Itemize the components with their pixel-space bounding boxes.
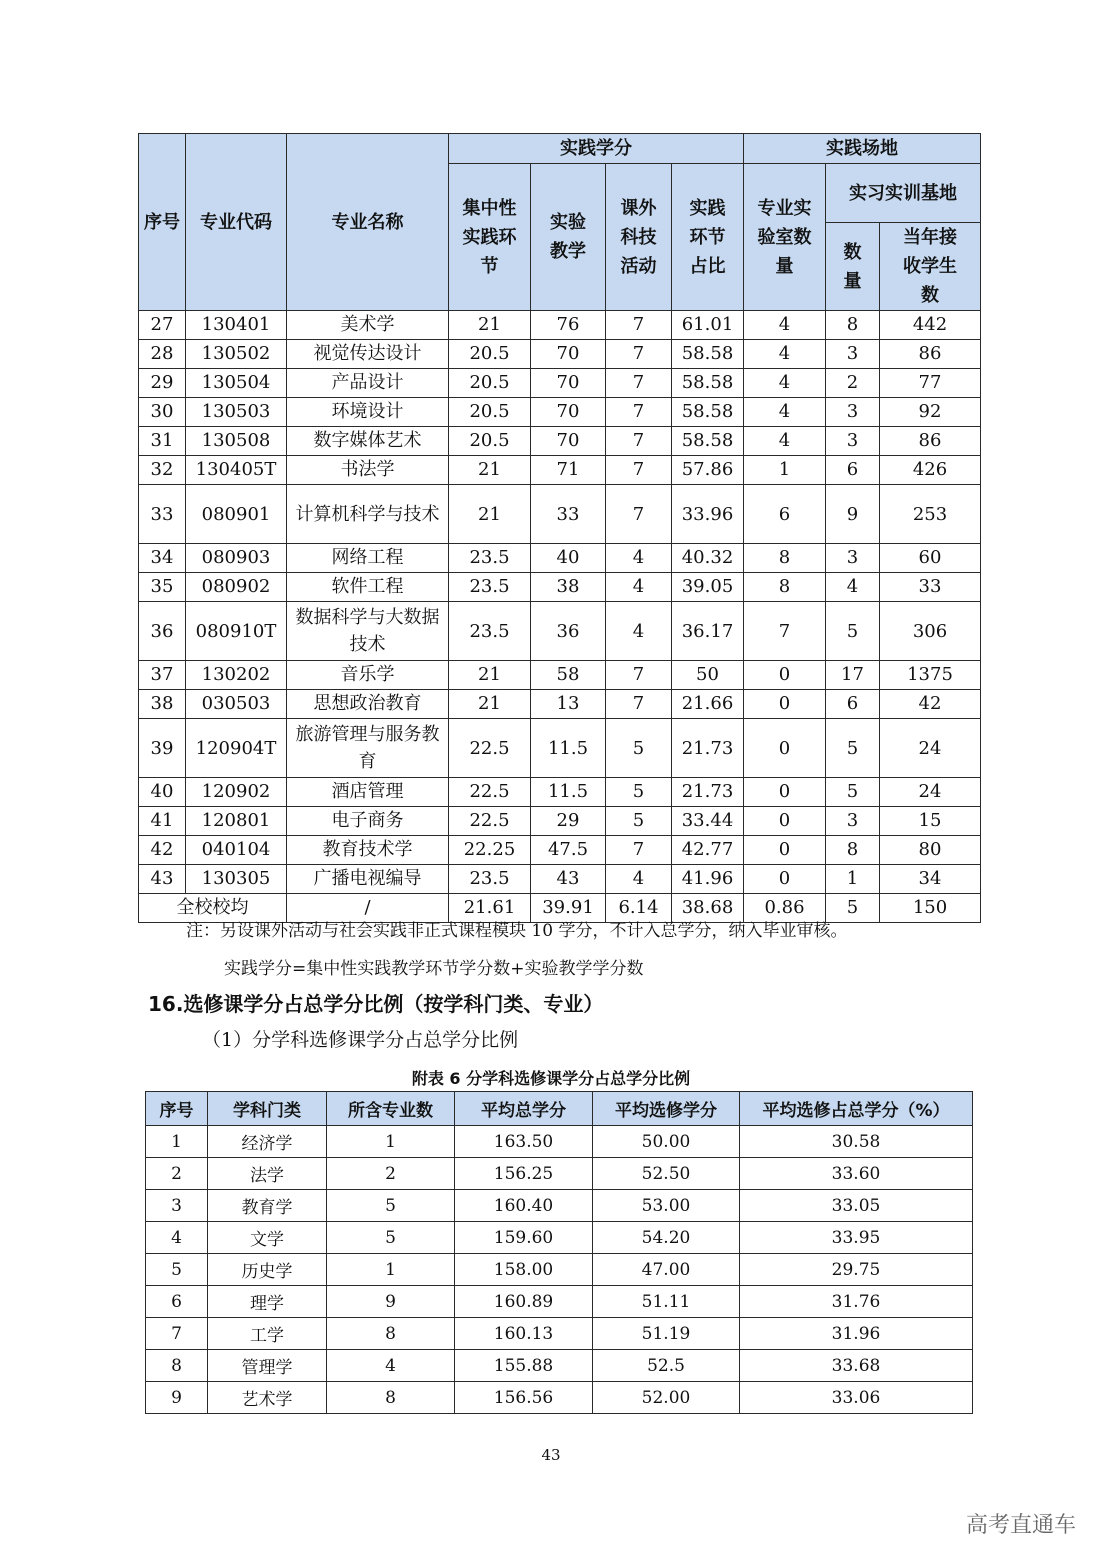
header-code: 专业代码 — [186, 134, 287, 311]
cell-extracurricular: 7 — [606, 427, 672, 456]
cell-base-students: 24 — [880, 719, 981, 778]
cell-base-students: 86 — [880, 427, 981, 456]
table-row — [139, 369, 981, 398]
cell-concentrated: 20.5 — [449, 340, 531, 369]
cell-base-count: 6 — [826, 456, 880, 485]
cell-base-count: 3 — [826, 427, 880, 456]
table-row — [139, 573, 981, 602]
cell-ratio: 58.58 — [672, 427, 744, 456]
cell-labs: 0 — [744, 661, 826, 690]
cell-ratio: 40.32 — [672, 544, 744, 573]
cell-extracurricular: 7 — [606, 456, 672, 485]
cell-col-3: 160.13 — [455, 1318, 593, 1350]
cell-seq: 33 — [139, 485, 186, 544]
cell-name: 产品设计 — [287, 369, 449, 398]
cell-name: 美术学 — [287, 311, 449, 340]
cell-ratio: 36.17 — [672, 602, 744, 661]
cell-col-3: 156.56 — [455, 1382, 593, 1414]
cell-labs: 0 — [744, 719, 826, 778]
cell-extracurricular: 4 — [606, 573, 672, 602]
cell-base-count: 17 — [826, 661, 880, 690]
cell-seq: 27 — [139, 311, 186, 340]
cell-col-2: 2 — [327, 1158, 455, 1190]
cell-base-students: 34 — [880, 865, 981, 894]
cell-seq: 43 — [139, 865, 186, 894]
cell-extracurricular: 5 — [606, 719, 672, 778]
cell-base-count: 6 — [826, 690, 880, 719]
cell-col-1: 经济学 — [208, 1126, 327, 1158]
cell-ratio: 33.44 — [672, 807, 744, 836]
cell-ratio: 61.01 — [672, 311, 744, 340]
cell-concentrated: 21 — [449, 311, 531, 340]
cell-col-1: 艺术学 — [208, 1382, 327, 1414]
table-row — [139, 485, 981, 544]
cell-base-count: 8 — [826, 311, 880, 340]
cell-col-3: 156.25 — [455, 1158, 593, 1190]
cell-seq: 28 — [139, 340, 186, 369]
table-row — [139, 456, 981, 485]
cell-extracurricular: 7 — [606, 690, 672, 719]
cell-concentrated: 22.5 — [449, 778, 531, 807]
cell-concentrated: 22.5 — [449, 807, 531, 836]
table-row — [146, 1126, 973, 1158]
cell-extracurricular: 5 — [606, 807, 672, 836]
cell-col-1: 工学 — [208, 1318, 327, 1350]
cell-name: 网络工程 — [287, 544, 449, 573]
cell-seq: 41 — [139, 807, 186, 836]
header-col-5: 平均选修占总学分（%） — [740, 1092, 973, 1126]
cell-seq: 32 — [139, 456, 186, 485]
section-heading: 16.选修课学分占总学分比例（按学科门类、专业） — [148, 992, 604, 1016]
table-row — [139, 340, 981, 369]
cell-col-4: 51.19 — [593, 1318, 740, 1350]
cell-labs: 7 — [744, 602, 826, 661]
cell-extracurricular: 7 — [606, 340, 672, 369]
cell-extracurricular: 4 — [606, 602, 672, 661]
table-row — [139, 836, 981, 865]
header-col-0: 序号 — [146, 1092, 208, 1126]
cell-name: 电子商务 — [287, 807, 449, 836]
page-number: 43 — [541, 1446, 561, 1464]
cell-col-3: 159.60 — [455, 1222, 593, 1254]
table-row — [146, 1318, 973, 1350]
cell-base-count: 8 — [826, 836, 880, 865]
cell-total-name: / — [287, 894, 449, 923]
cell-base-count: 3 — [826, 544, 880, 573]
cell-col-2: 5 — [327, 1222, 455, 1254]
cell-col-5: 33.60 — [740, 1158, 973, 1190]
cell-col-4: 51.11 — [593, 1286, 740, 1318]
cell-concentrated: 23.5 — [449, 573, 531, 602]
cell-concentrated: 22.25 — [449, 836, 531, 865]
cell-name: 数据科学与大数据技术 — [287, 602, 449, 661]
cell-labs: 0 — [744, 778, 826, 807]
cell-col-5: 33.05 — [740, 1190, 973, 1222]
cell-labs: 0 — [744, 836, 826, 865]
cell-base-students: 442 — [880, 311, 981, 340]
cell-seq: 35 — [139, 573, 186, 602]
table-row — [139, 602, 981, 661]
cell-col-4: 52.00 — [593, 1382, 740, 1414]
cell-seq: 30 — [139, 398, 186, 427]
cell-total-label: 全校校均 — [139, 894, 287, 923]
table-row — [139, 865, 981, 894]
cell-seq: 42 — [139, 836, 186, 865]
cell-col-5: 33.68 — [740, 1350, 973, 1382]
cell-ratio: 42.77 — [672, 836, 744, 865]
header-ratio: 实践环节占比 — [672, 164, 744, 311]
cell-seq: 40 — [139, 778, 186, 807]
cell-experiment: 70 — [531, 369, 606, 398]
cell-labs: 4 — [744, 398, 826, 427]
cell-ratio: 33.96 — [672, 485, 744, 544]
cell-seq: 37 — [139, 661, 186, 690]
cell-experiment: 70 — [531, 427, 606, 456]
cell-total-experiment: 39.91 — [531, 894, 606, 923]
cell-name: 书法学 — [287, 456, 449, 485]
cell-name: 数字媒体艺术 — [287, 427, 449, 456]
cell-code: 130504 — [186, 369, 287, 398]
cell-col-3: 160.40 — [455, 1190, 593, 1222]
cell-labs: 0 — [744, 690, 826, 719]
cell-labs: 4 — [744, 340, 826, 369]
cell-ratio: 21.73 — [672, 778, 744, 807]
header-practice-sites: 实践场地 — [744, 134, 981, 164]
cell-extracurricular: 4 — [606, 544, 672, 573]
cell-code: 130503 — [186, 398, 287, 427]
cell-base-students: 1375 — [880, 661, 981, 690]
cell-col-3: 160.89 — [455, 1286, 593, 1318]
cell-total-extracurricular: 6.14 — [606, 894, 672, 923]
cell-code: 130202 — [186, 661, 287, 690]
cell-code: 030503 — [186, 690, 287, 719]
cell-seq: 39 — [139, 719, 186, 778]
cell-col-2: 8 — [327, 1382, 455, 1414]
cell-col-1: 法学 — [208, 1158, 327, 1190]
cell-experiment: 40 — [531, 544, 606, 573]
table-row — [146, 1286, 973, 1318]
cell-col-4: 52.50 — [593, 1158, 740, 1190]
cell-col-4: 47.00 — [593, 1254, 740, 1286]
table-row — [139, 661, 981, 690]
cell-concentrated: 20.5 — [449, 398, 531, 427]
cell-experiment: 11.5 — [531, 719, 606, 778]
cell-labs: 0 — [744, 807, 826, 836]
cell-labs: 8 — [744, 544, 826, 573]
cell-name: 环境设计 — [287, 398, 449, 427]
cell-seq: 38 — [139, 690, 186, 719]
header-col-3: 平均总学分 — [455, 1092, 593, 1126]
cell-base-students: 253 — [880, 485, 981, 544]
cell-col-0: 3 — [146, 1190, 208, 1222]
table-row — [139, 778, 981, 807]
cell-code: 120902 — [186, 778, 287, 807]
cell-col-4: 53.00 — [593, 1190, 740, 1222]
table-row — [146, 1254, 973, 1286]
cell-experiment: 47.5 — [531, 836, 606, 865]
cell-code: 130401 — [186, 311, 287, 340]
cell-code: 080902 — [186, 573, 287, 602]
cell-base-students: 92 — [880, 398, 981, 427]
cell-ratio: 21.73 — [672, 719, 744, 778]
cell-col-0: 5 — [146, 1254, 208, 1286]
header-extracurricular: 课外科技活动 — [606, 164, 672, 311]
cell-experiment: 33 — [531, 485, 606, 544]
cell-extracurricular: 7 — [606, 836, 672, 865]
cell-base-students: 306 — [880, 602, 981, 661]
header-practice-credits: 实践学分 — [449, 134, 744, 164]
cell-experiment: 36 — [531, 602, 606, 661]
header-base-count: 数量 — [826, 223, 880, 311]
header-experiment: 实验教学 — [531, 164, 606, 311]
cell-concentrated: 21 — [449, 485, 531, 544]
cell-ratio: 58.58 — [672, 340, 744, 369]
cell-concentrated: 20.5 — [449, 427, 531, 456]
cell-extracurricular: 7 — [606, 661, 672, 690]
cell-ratio: 39.05 — [672, 573, 744, 602]
cell-concentrated: 23.5 — [449, 544, 531, 573]
cell-name: 音乐学 — [287, 661, 449, 690]
practice-credits-table — [138, 133, 981, 923]
cell-col-5: 33.06 — [740, 1382, 973, 1414]
cell-base-count: 5 — [826, 602, 880, 661]
table-row — [146, 1158, 973, 1190]
table-caption: 附表 6 分学科选修课学分占总学分比例 — [411, 1069, 691, 1088]
cell-base-count: 3 — [826, 340, 880, 369]
cell-code: 080903 — [186, 544, 287, 573]
cell-col-4: 52.5 — [593, 1350, 740, 1382]
cell-total-labs: 0.86 — [744, 894, 826, 923]
elective-ratio-table — [145, 1091, 973, 1414]
cell-base-students: 86 — [880, 340, 981, 369]
cell-extracurricular: 7 — [606, 369, 672, 398]
cell-base-students: 15 — [880, 807, 981, 836]
cell-col-2: 8 — [327, 1318, 455, 1350]
cell-extracurricular: 7 — [606, 398, 672, 427]
cell-col-2: 1 — [327, 1254, 455, 1286]
cell-col-5: 29.75 — [740, 1254, 973, 1286]
cell-concentrated: 20.5 — [449, 369, 531, 398]
cell-labs: 0 — [744, 865, 826, 894]
cell-experiment: 71 — [531, 456, 606, 485]
cell-experiment: 13 — [531, 690, 606, 719]
table-row — [139, 398, 981, 427]
cell-concentrated: 23.5 — [449, 602, 531, 661]
cell-col-4: 54.20 — [593, 1222, 740, 1254]
cell-ratio: 58.58 — [672, 369, 744, 398]
cell-name: 思想政治教育 — [287, 690, 449, 719]
header-name: 专业名称 — [287, 134, 449, 311]
cell-seq: 36 — [139, 602, 186, 661]
cell-experiment: 76 — [531, 311, 606, 340]
cell-total-base-students: 150 — [880, 894, 981, 923]
table-row — [139, 544, 981, 573]
cell-col-5: 33.95 — [740, 1222, 973, 1254]
cell-col-3: 163.50 — [455, 1126, 593, 1158]
cell-base-count: 9 — [826, 485, 880, 544]
cell-labs: 4 — [744, 311, 826, 340]
header-seq: 序号 — [139, 134, 186, 311]
cell-seq: 34 — [139, 544, 186, 573]
cell-col-0: 6 — [146, 1286, 208, 1318]
cell-experiment: 43 — [531, 865, 606, 894]
cell-base-students: 60 — [880, 544, 981, 573]
header-concentrated: 集中性实践环节 — [449, 164, 531, 311]
table-row — [139, 719, 981, 778]
cell-labs: 8 — [744, 573, 826, 602]
cell-col-5: 31.96 — [740, 1318, 973, 1350]
watermark: 高考直通车 — [966, 1513, 1077, 1538]
cell-name: 软件工程 — [287, 573, 449, 602]
cell-name: 广播电视编导 — [287, 865, 449, 894]
cell-name: 计算机科学与技术 — [287, 485, 449, 544]
cell-col-2: 1 — [327, 1126, 455, 1158]
cell-code: 130502 — [186, 340, 287, 369]
cell-col-3: 155.88 — [455, 1350, 593, 1382]
cell-seq: 31 — [139, 427, 186, 456]
cell-base-count: 3 — [826, 398, 880, 427]
cell-labs: 4 — [744, 369, 826, 398]
header-bases: 实习实训基地 — [826, 164, 981, 223]
header-labs: 专业实验室数量 — [744, 164, 826, 311]
cell-base-count: 1 — [826, 865, 880, 894]
cell-ratio: 58.58 — [672, 398, 744, 427]
header-base-students: 当年接收学生数 — [880, 223, 981, 311]
cell-col-0: 1 — [146, 1126, 208, 1158]
cell-col-3: 158.00 — [455, 1254, 593, 1286]
cell-extracurricular: 5 — [606, 778, 672, 807]
cell-experiment: 29 — [531, 807, 606, 836]
cell-code: 080901 — [186, 485, 287, 544]
header-col-4: 平均选修学分 — [593, 1092, 740, 1126]
cell-extracurricular: 7 — [606, 485, 672, 544]
cell-code: 040104 — [186, 836, 287, 865]
table-row — [146, 1382, 973, 1414]
cell-col-2: 9 — [327, 1286, 455, 1318]
cell-name: 旅游管理与服务教育 — [287, 719, 449, 778]
cell-code: 120904T — [186, 719, 287, 778]
cell-col-0: 9 — [146, 1382, 208, 1414]
cell-col-2: 4 — [327, 1350, 455, 1382]
cell-base-count: 2 — [826, 369, 880, 398]
cell-labs: 6 — [744, 485, 826, 544]
cell-labs: 1 — [744, 456, 826, 485]
cell-name: 教育技术学 — [287, 836, 449, 865]
cell-base-students: 42 — [880, 690, 981, 719]
cell-col-1: 理学 — [208, 1286, 327, 1318]
cell-experiment: 70 — [531, 340, 606, 369]
cell-col-1: 文学 — [208, 1222, 327, 1254]
cell-concentrated: 21 — [449, 690, 531, 719]
cell-total-base-count: 5 — [826, 894, 880, 923]
cell-base-count: 4 — [826, 573, 880, 602]
cell-col-4: 50.00 — [593, 1126, 740, 1158]
cell-base-count: 5 — [826, 719, 880, 778]
cell-ratio: 50 — [672, 661, 744, 690]
note-extracurricular: 注：另设课外活动与社会实践非正式课程模块 10 学分，不计入总学分，纳入毕业审核。 — [186, 921, 848, 941]
cell-code: 080910T — [186, 602, 287, 661]
cell-col-5: 31.76 — [740, 1286, 973, 1318]
table-row — [146, 1350, 973, 1382]
subsection-heading: （1）分学科选修课学分占总学分比例 — [202, 1029, 519, 1051]
cell-concentrated: 23.5 — [449, 865, 531, 894]
cell-ratio: 21.66 — [672, 690, 744, 719]
cell-base-students: 80 — [880, 836, 981, 865]
cell-col-5: 30.58 — [740, 1126, 973, 1158]
cell-base-students: 33 — [880, 573, 981, 602]
cell-col-0: 2 — [146, 1158, 208, 1190]
cell-col-1: 历史学 — [208, 1254, 327, 1286]
cell-seq: 29 — [139, 369, 186, 398]
cell-base-students: 77 — [880, 369, 981, 398]
header-col-2: 所含专业数 — [327, 1092, 455, 1126]
table-row — [139, 427, 981, 456]
cell-extracurricular: 4 — [606, 865, 672, 894]
cell-concentrated: 21 — [449, 661, 531, 690]
cell-experiment: 58 — [531, 661, 606, 690]
table-row — [139, 311, 981, 340]
cell-experiment: 70 — [531, 398, 606, 427]
cell-col-0: 8 — [146, 1350, 208, 1382]
table-row — [146, 1190, 973, 1222]
cell-concentrated: 22.5 — [449, 719, 531, 778]
cell-name: 酒店管理 — [287, 778, 449, 807]
cell-experiment: 11.5 — [531, 778, 606, 807]
table-row — [139, 807, 981, 836]
cell-code: 130305 — [186, 865, 287, 894]
cell-col-1: 管理学 — [208, 1350, 327, 1382]
cell-labs: 4 — [744, 427, 826, 456]
table-row — [146, 1222, 973, 1254]
cell-ratio: 41.96 — [672, 865, 744, 894]
cell-col-0: 4 — [146, 1222, 208, 1254]
cell-ratio: 57.86 — [672, 456, 744, 485]
cell-experiment: 38 — [531, 573, 606, 602]
cell-base-count: 3 — [826, 807, 880, 836]
cell-code: 130508 — [186, 427, 287, 456]
cell-base-students: 426 — [880, 456, 981, 485]
note-formula: 实践学分=集中性实践教学环节学分数+实验教学学分数 — [224, 959, 644, 979]
cell-extracurricular: 7 — [606, 311, 672, 340]
cell-code: 130405T — [186, 456, 287, 485]
cell-concentrated: 21 — [449, 456, 531, 485]
cell-code: 120801 — [186, 807, 287, 836]
table-row — [139, 690, 981, 719]
cell-base-students: 24 — [880, 778, 981, 807]
header-col-1: 学科门类 — [208, 1092, 327, 1126]
cell-total-concentrated: 21.61 — [449, 894, 531, 923]
cell-col-2: 5 — [327, 1190, 455, 1222]
cell-name: 视觉传达设计 — [287, 340, 449, 369]
cell-base-count: 5 — [826, 778, 880, 807]
cell-col-0: 7 — [146, 1318, 208, 1350]
cell-total-ratio: 38.68 — [672, 894, 744, 923]
cell-col-1: 教育学 — [208, 1190, 327, 1222]
